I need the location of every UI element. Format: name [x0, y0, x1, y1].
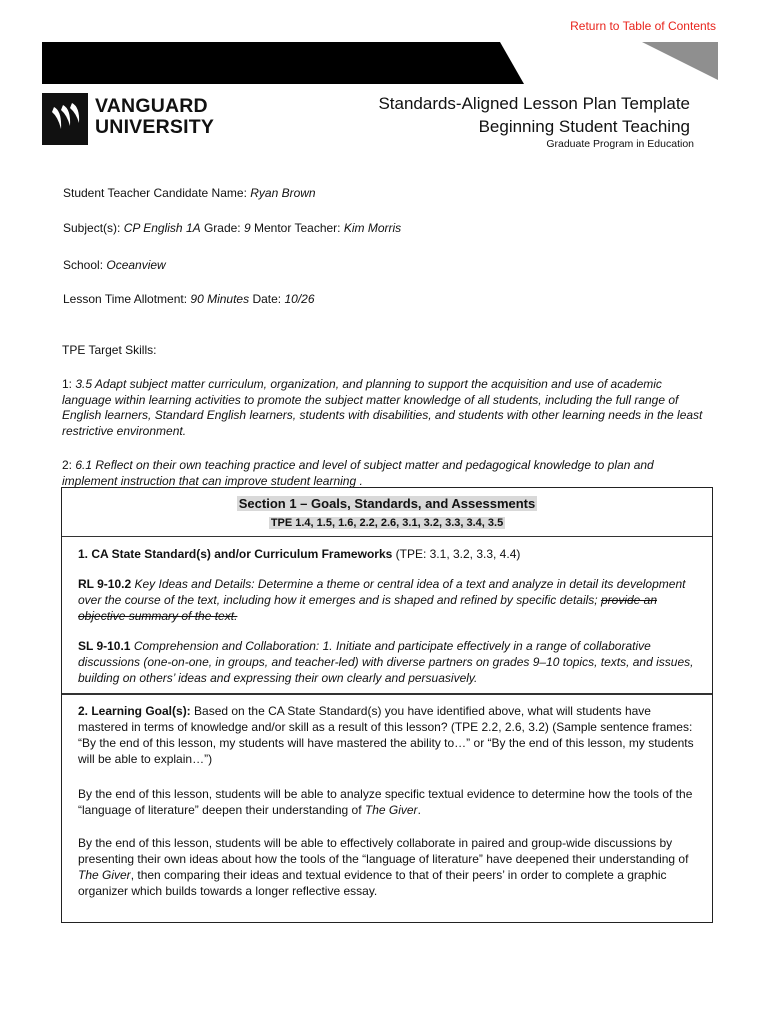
document-title — [378, 92, 690, 138]
learning-goal-1: By the end of this lesson, students will be able to analyze specific textual evidence to determine how the tools of the “language of literature” deepen their understanding of The Giver. — [78, 787, 693, 817]
document-title-line1: Standards-Aligned Lesson Plan Template — [378, 94, 690, 113]
section-1-header — [62, 488, 712, 537]
subject-grade-mentor-field: Subject(s): CP English 1A Grade: 9 Mentor Teacher: Kim Morris — [63, 221, 402, 235]
header-banner — [42, 42, 718, 84]
learning-goals-cell — [62, 695, 712, 922]
learning-goal-2: By the end of this lesson, students will be able to effectively collaborate in paired and group-wide discussions by presenting their own ideas about how the tools of the “language of literature” have deepened their understanding of The Giver, then comparing their ideas and textual evidence to that of their peers’ in order to complete a graphic organizer which builds towards a longer reflective essay. — [78, 836, 689, 898]
section-1-table — [61, 487, 713, 923]
document-title-line2: Beginning Student Teaching — [478, 117, 690, 136]
standards-cell — [62, 536, 712, 695]
school-field: School: Oceanview — [63, 258, 166, 272]
logo-wordmark: VANGUARD UNIVERSITY — [95, 95, 215, 138]
return-to-toc-link[interactable]: Return to Table of Contents — [570, 19, 716, 33]
tpe-item-2: 2: 6.1 Reflect on their own teaching practice and level of subject matter and pedagogical knowledge to plan and implement instruction that can improve student learning . — [62, 458, 654, 488]
section-1-title: Section 1 – Goals, Standards, and Assessments — [238, 496, 536, 511]
tpe-target-skills-heading: TPE Target Skills: — [62, 343, 157, 357]
standards-heading: 1. CA State Standard(s) and/or Curriculum Frameworks (TPE: 3.1, 3.2, 3.3, 4.4) — [78, 547, 521, 561]
document-subtitle: Graduate Program in Education — [546, 138, 694, 150]
tpe-item-1: 1: 3.5 Adapt subject matter curriculum, organization, and planning to support the acquisition and use of academic language within learning activities to promote the subject matter knowledge of all students, including the full range of English learners, Standard English learners, students with disabilities, and students with other learning needs in the least restrictive environment. — [62, 377, 703, 438]
standard-rl-9-10-2: RL 9-10.2 Key Ideas and Details: Determine a theme or central idea of a text and analyze in detail its development over the course of the text, including how it emerges and is shaped and refined by specific details; provide an objective summary of the text. — [78, 577, 686, 623]
learning-goals-prompt: 2. Learning Goal(s): Based on the CA State Standard(s) you have identified above, what will students have mastered in terms of knowledge and/or skill as a result of this lesson? (TPE 2.2, 2.6, 3.2) (Sample sentence frames: “By the end of this lesson, my students will have mastered the ability to…” or “By the end of this lesson, my students will be able to explain…”) — [78, 704, 694, 766]
time-date-field: Lesson Time Allotment: 90 Minutes Date: 10/26 — [63, 292, 315, 306]
standard-sl-9-10-1: SL 9-10.1 Comprehension and Collaboration: 1. Initiate and participate effectively in a range of collaborative discussions (one-on-one, in groups, and teacher-led) with diverse partners on grades 9–10 topics, texts, and issues, building on others’ ideas and expressing their own clearly and persuasively. — [78, 639, 694, 685]
candidate-name-field: Student Teacher Candidate Name: Ryan Brown — [63, 186, 316, 200]
section-1-tpe-list: TPE 1.4, 1.5, 1.6, 2.2, 2.6, 3.1, 3.2, 3.3, 3.4, 3.5 — [270, 517, 504, 529]
logo-mark-icon — [42, 93, 88, 145]
vanguard-logo — [42, 93, 222, 145]
